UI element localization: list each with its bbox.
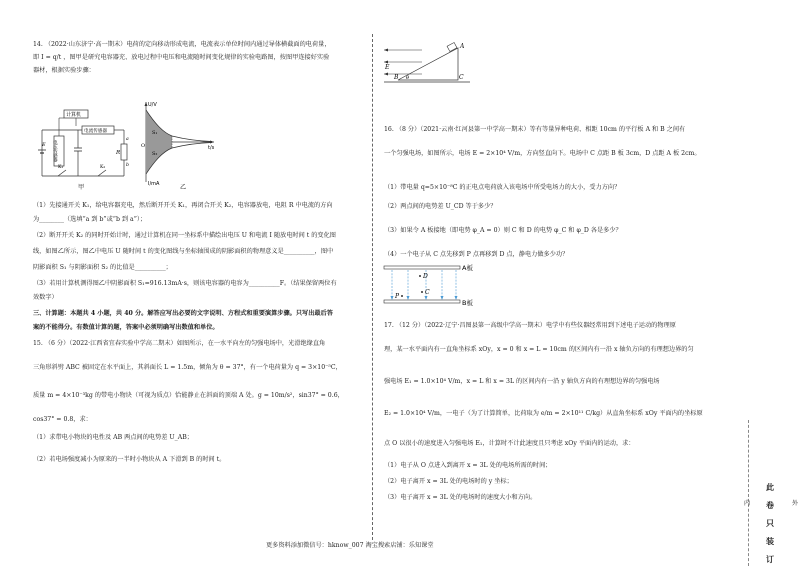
binding-line (748, 420, 749, 566)
svg-text:A板: A板 (462, 264, 473, 272)
column-divider (372, 34, 373, 540)
svg-text:θ: θ (406, 75, 410, 81)
q14-part-1: （1）先接通开关 K₁，给电容器充电，然后断开开关 K₁，再闭合开关 K₂，电容器放电，电阻 R 中电流的方向 (33, 202, 333, 209)
side-char-3: 只 (766, 518, 774, 528)
svg-text:a: a (126, 137, 129, 142)
side-char-2: 卷 (766, 500, 774, 510)
q15-line-1: 15. （6 分）（2022·江西省宜春实验中学高二期末）如图所示，在一水平向左的匀强电场中，光滑绝缘直角 (33, 340, 326, 347)
q17-part-1: （1）电子从 O 点进入到离开 x = 3L 处的电场所需的时间； (384, 462, 552, 469)
q17-part-3: （3）电子离开 x = 3L 处的电场时的速度大小和方向。 (384, 494, 537, 501)
svg-text:C: C (459, 74, 464, 81)
svg-text:B: B (394, 74, 399, 81)
svg-text:电流传感器: 电流传感器 (84, 129, 107, 134)
svg-text:A: A (460, 43, 465, 50)
svg-text:I/mA: I/mA (148, 181, 160, 186)
q17-line-2: 理，某一水平面内有一直角坐标系 xOy，x = 0 和 x = L = 10cm 的区间内有一沿 x 轴负方向的有理想边界的匀 (384, 346, 694, 353)
incline-diagram (382, 38, 472, 86)
q14-part-2c: 阴影面积 S₁ 与阴影面积 S₂ 的比值是__________； (33, 264, 172, 271)
svg-text:R: R (116, 150, 121, 156)
q17-part-2: （2）电子离开 x = 3L 处的电场时的 y 坐标； (384, 478, 513, 485)
svg-text:电压传感器: 电压传感器 (52, 140, 58, 162)
q16-part-2: （2）两点间的电势差 U_CD 等于多少？ (384, 203, 497, 210)
q15-part-1: （1）求带电小物块的电性及 AB 两点间的电势差 U_AB； (33, 434, 193, 441)
shaded-area-s1 (146, 110, 172, 142)
q17-line-5: 点 O 以很小的速度进入匀强电场 E₁，计算时不计此速度且只考虑 xOy 平面内的运动，求： (384, 440, 635, 447)
plate-a (384, 266, 460, 269)
svg-text:C: C (425, 289, 430, 296)
q16-part-1: （1）带电量 q=5×10⁻⁸C 的正电点电荷放入该电场中所受电场力的大小，受力方向？ (384, 184, 621, 191)
svg-text:O: O (141, 143, 146, 149)
svg-text:P: P (395, 293, 400, 300)
svg-text:U/V: U/V (148, 102, 157, 108)
side-char-inner: 内 (744, 500, 751, 507)
q14-part-3: （3）若用计算机测得图乙中阴影面积 S₁=916.13mA·s，则该电容器的电容为__________F。（结果保留两位有 (33, 280, 337, 287)
svg-text:S₂: S₂ (152, 151, 158, 157)
q14-line-1: 14. （2022·山东济宁·高一期末）电荷的定向移动形成电流，电流表示单位时间内通过导体横截面的电荷量， (33, 41, 331, 48)
svg-text:S₁: S₁ (152, 130, 158, 136)
q14-part-2: （2）断开开关 K₂ 的同时开始计时，通过计算机在同一坐标系中描绘出电压 U 和电流 I 随放电时间 t 的变化图 (33, 232, 336, 239)
q17-line-1: 17. （12 分）（2022·辽宁·昌图县第一高级中学高一期末）电学中有些仪器经常用到下述电子运动的物理原 (384, 322, 676, 329)
discharge-graph (138, 98, 218, 186)
plate-b (384, 300, 460, 303)
q14-line-2: 即 I = q/t ，图甲是研究电容器充、放电过程中电压和电流随时间变化规律的实验电路图，按图甲连接好实验 (33, 54, 330, 61)
svg-text:B板: B板 (462, 299, 473, 307)
q14-part-2b: 线，如图乙所示，图乙中电压 U 随时间 t 的变化图线与坐标轴围成的阴影面积的物理意义是__________，图中 (33, 248, 334, 255)
q14-part-3b: 效数字） (33, 294, 58, 301)
side-char-1: 此 (766, 482, 774, 492)
svg-text:E: E (42, 142, 46, 148)
side-char-5: 订 (766, 554, 774, 564)
svg-text:t/s: t/s (208, 145, 215, 151)
q17-line-4: E₂ = 1.0×10⁴ V/m，一电子（为了计算简单，比荷取为 e/m = 2×10¹¹ C/kg）从直角坐标系 xOy 平面内的坐标原 (384, 410, 703, 417)
resistor (121, 144, 127, 160)
q14-part-1b: 为________（选填“a 到 b”或“b 到 a”）； (33, 216, 147, 223)
shaded-area-s2 (146, 142, 172, 174)
block (447, 42, 457, 51)
q16-line-1: 16. （8 分）（2021·云南·红河县第一中学高一期末）等有等量异种电荷、相距 10cm 的平行板 A 和 B 之间有 (384, 126, 686, 133)
parallel-plates-diagram (382, 262, 482, 312)
svg-text:D: D (423, 273, 428, 280)
figure-label-jia: 甲 (78, 184, 85, 191)
section-3-heading: 三、计算题：本题共 4 小题，共 40 分。解答应写出必要的文字说明、方程式和重要演算步骤。只写出最后答 (33, 310, 333, 317)
q16-part-3: （3）如果令 A 板接地（即电势 φ_A = 0）则 C 和 D 的电势 φ_C 和 φ_D 各是多少？ (384, 227, 622, 234)
q16-part-4: （4）一个电子从 C 点先移到 P 点再移到 D 点，静电力做多少功？ (384, 251, 569, 258)
q14-line-3: 器材，根据实验步骤： (33, 67, 95, 74)
svg-text:b: b (126, 163, 129, 168)
figure-label-yi: 乙 (180, 184, 187, 191)
svg-text:K₁: K₁ (58, 165, 64, 170)
q15-part-2: （2）若电场强度减小为原来的一半时小物块从 A 下滑到 B 的时间 t。 (33, 456, 226, 463)
q15-line-3: 质量 m = 4×10⁻³kg 的带电小物块（可视为质点）恰能静止在斜面的顶端 A 处。g = 10m/s²，sin37° = 0.6， (33, 392, 344, 399)
page-footer: 更多资料添加微信号：hknow_007 淘宝搜索店铺：乐知课堂 (266, 542, 434, 549)
q15-line-2: 三角形斜劈 ABC 被固定在水平面上，其斜面长 L = 1.5m，倾角为 θ = 37°，有一个电荷量为 q = 3×10⁻⁵C， (33, 364, 342, 371)
q15-line-4: cos37° = 0.8，求： (33, 416, 92, 423)
svg-text:计算机: 计算机 (66, 112, 82, 118)
circuit-diagram (38, 104, 134, 184)
q16-line-2: 一个匀强电场，如图所示，电场 E = 2×10⁴ V/m，方向竖直向下。电场中 C 点距 B 板 3cm，D 点距 A 板 2cm。 (384, 150, 701, 157)
section-3-heading-2: 案的不能得分。有数值计算的题，答案中必须明确写出数值和单位。 (33, 324, 219, 331)
svg-text:E: E (385, 64, 390, 71)
q17-line-3: 强电场 E₁ = 1.0×10⁴ V/m，x = L 和 x = 3L 的区间内有一沿 y 轴负方向的有理想边界的匀强电场 (384, 378, 660, 385)
side-char-4: 装 (766, 536, 774, 546)
side-char-outer: 外 (792, 500, 799, 507)
svg-text:K₂: K₂ (100, 165, 106, 170)
